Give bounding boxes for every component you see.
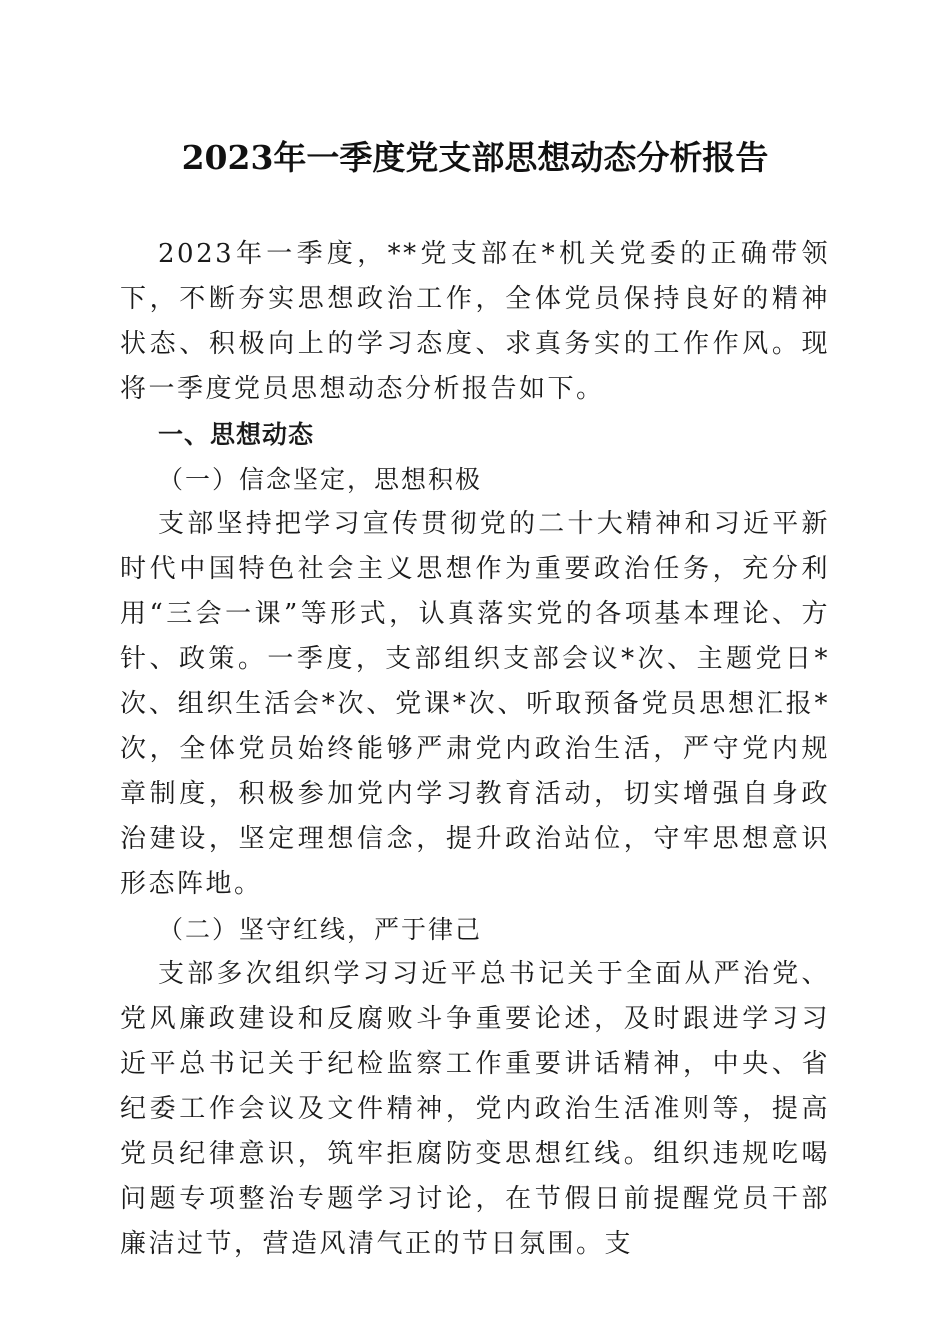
document-title: 2023年一季度党支部思想动态分析报告 (181, 138, 769, 177)
subsection-2-paragraph: 支部多次组织学习习近平总书记关于全面从严治党、党风廉政建设和反腐败斗争重要论述，及时跟进学习习近平总书记关于纪检监察工作重要讲话精神，中央、省纪委工作会议及文件精神，党内政治生活准则等，提高党员纪律意识，筑牢拒腐防变思想红线。组织违规吃喝问题专项整治专题学习讨论，在节假日前提醒党员干部廉洁过节，营造风清气正的节日氛围。支 (120, 959, 830, 1259)
section-heading-thought-dynamics: 一、思想动态 (158, 420, 315, 449)
subsection-heading-2: （二）坚守红线，严于律己 (158, 915, 483, 944)
intro-paragraph: 2023年一季度，**党支部在*机关党委的正确带领下，不断夯实思想政治工作，全体党员保持良好的精神状态、积极向上的学习态度、求真务实的工作作风。现将一季度党员思想动态分析报告如下。 (120, 239, 830, 404)
subsection-1-paragraph: 支部坚持把学习宣传贯彻党的二十大精神和习近平新时代中国特色社会主义思想作为重要政治任务，充分利用“三会一课”等形式，认真落实党的各项基本理论、方针、政策。一季度，支部组织支部会议*次、主题党日*次、组织生活会*次、党课*次、听取预备党员思想汇报*次，全体党员始终能够严肃党内政治生活，严守党内规章制度，积极参加党内学习教育活动，切实增强自身政治建设，坚定理想信念，提升政治站位，守牢思想意识形态阵地。 (120, 509, 830, 899)
subsection-heading-1: （一）信念坚定，思想积极 (158, 465, 483, 494)
document-body (120, 232, 830, 1267)
